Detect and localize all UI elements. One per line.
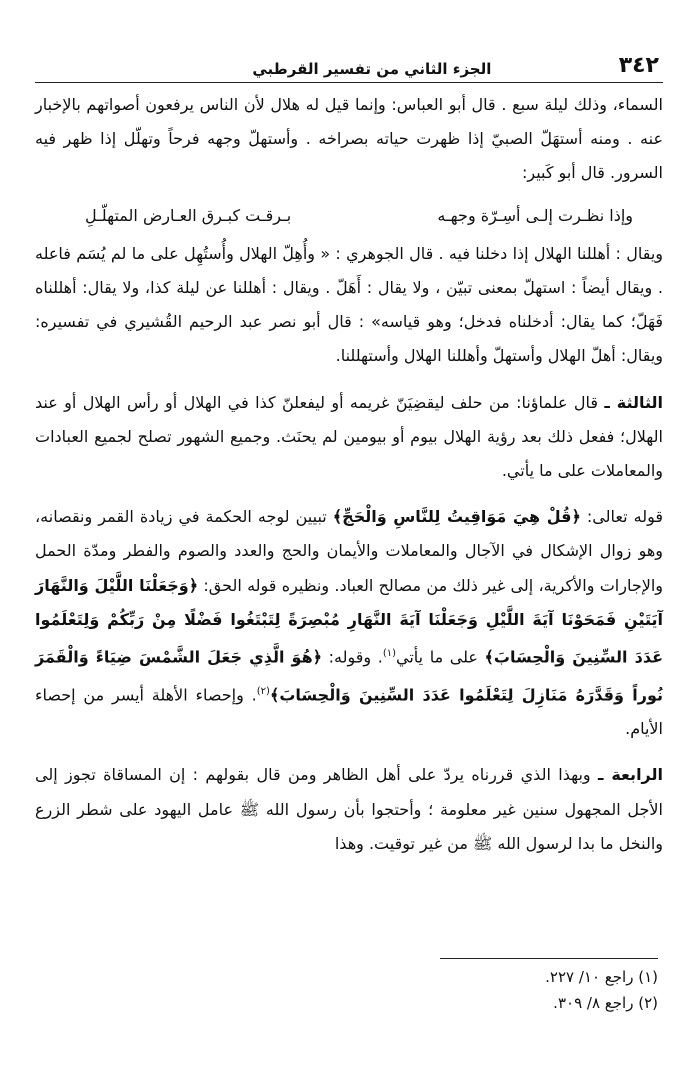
page-header: [35, 38, 663, 82]
paragraph-4-text-a: تبيين لوجه الحكمة في زيادة القمر ونقصانه، وهو زوال الإشكال في الآجال والمعاملات والأيمان والحج والعدد والصوم والفطر ومدّة الحمل والإجارات والأكرية، إلى غير ذلك من مصالح العباد. ونظيره قوله الحق:: [35, 507, 663, 595]
quran-verse-3: ﴿هُوَ الَّذِي جَعَلَ الشَّمْسَ ضِيَاءً وَالْقَمَرَ نُوراً وَقَدَّرَهُ مَنَازِلَ لِتَعْلَمُوا عَدَدَ السِّنِينَ وَالْحِسَابَ﴾: [35, 647, 664, 704]
running-title: الجزء الثاني من تفسير القرطبي: [252, 60, 492, 78]
header-rule: [35, 82, 663, 83]
footnote-ref-2: (٢): [256, 685, 270, 697]
footnote-2: (٢) راجع ٨/ ٣٠٩.: [553, 994, 658, 1012]
verse-second-hemistich: بـرقـت كبـرق العـارض المتهلّـلِ: [85, 205, 292, 225]
paragraph-4: [35, 500, 663, 746]
paragraph-4-lead: قوله تعالى:: [586, 507, 663, 527]
paragraph-4-text-b: على ما يأتي: [396, 647, 478, 667]
quran-verse-2: ﴿وَجَعَلْنَا اللَّيْلَ وَالنَّهَارَ آيَتَيْنِ فَمَحَوْنَا آيَةَ اللَّيْلِ وَجَعَلْنَا آيَةَ النَّهَارِ مُبْصِرَةً لِتَبْتَغُوا فَضْلًا مِنْ رَبِّكُمْ وَلِتَعْلَمُوا عَدَدَ السِّنِينَ وَالْحِسَابَ﴾: [35, 575, 663, 667]
paragraph-2: ويقال : أهللنا الهلال إذا دخلنا فيه . قال الجوهري : « وأُهِلّ الهلال وأُستُهِل على ما لم يُسَم فاعله . ويقال أيضاً : استهلّ بمعنى تبيّن ، ولا يقال : أَهَلّ . ويقال : أهللنا عن ليلة كذا، ولا يقال: أهللناه فَهَلّ؛ كما يقال: أدخلناه فدخل؛ وهو قياسه» : قال أبو نصر عبد الرحيم القُشيري في تفسيره: ويقال: أهلّ الهلال وأستهلّ وأهللنا الهلال وأستهللنا.: [35, 243, 663, 366]
section-label-third: الثالثة ـ: [604, 392, 664, 412]
page-number: ٣٤٢: [618, 53, 659, 78]
section-label-fourth: الرابعة ـ: [598, 765, 663, 785]
verse-first-hemistich: وإذا نظـرت إلـى أسِـرّة وجهـه: [437, 205, 633, 225]
footnotes: [545, 964, 658, 1016]
footnote-1: (١) راجع ١٠/ ٢٢٧.: [545, 968, 658, 986]
paragraph-5: [35, 758, 663, 861]
paragraph-3: [35, 386, 663, 489]
quran-verse-1: ﴿قُلْ هِيَ مَوَاقِيتُ لِلنَّاسِ وَالْحَجِّ﴾: [332, 507, 581, 527]
paragraph-4-text-d: . وإحصاء الأهلة أيسر من إحصاء الأيام.: [35, 684, 663, 739]
main-text: [35, 88, 663, 861]
paragraph-4-text-c: . وقوله:: [328, 647, 383, 667]
poetry-verse: [35, 199, 663, 233]
footnote-ref-1: (١): [382, 648, 396, 660]
paragraph-1: السماء، وذلك ليلة سبع . قال أبو العباس: وإنما قيل له هلال لأن الناس يرفعون أصواتهم بالإخبار عنه . ومنه أستهَلّ الصبيّ إذا ظهرت حياته بصراخه . وأستهلّ وجهه فرحاً وتهلّل إذا ظهر فيه السرور. قال أبو كَبير:: [35, 95, 663, 183]
paragraph-5-text: وبهذا الذي قررناه يردّ على أهل الظاهر ومن قال بقولهم : إن المساقاة تجوز إلى الأجل المجهول سنين غير معلومة ؛ وأحتجوا بأن رسول الله ﷺ عامل اليهود على شطر الزرع والنخل ما بدا لرسول الله ﷺ من غير توقيت. وهذا: [35, 765, 663, 853]
footnote-rule: [440, 958, 658, 959]
paragraph-3-text: قال علماؤنا: من حلف ليقضِيَنّ غريمه أو ليفعلنّ كذا في الهلال أو رأس الهلال أو عند الهلال؛ ففعل ذلك بعد رؤية الهلال بيوم أو بيومين لم يحنَث. وجميع الشهور تصلح لجميع العبادات والمعاملات على ما يأتي.: [35, 392, 663, 481]
